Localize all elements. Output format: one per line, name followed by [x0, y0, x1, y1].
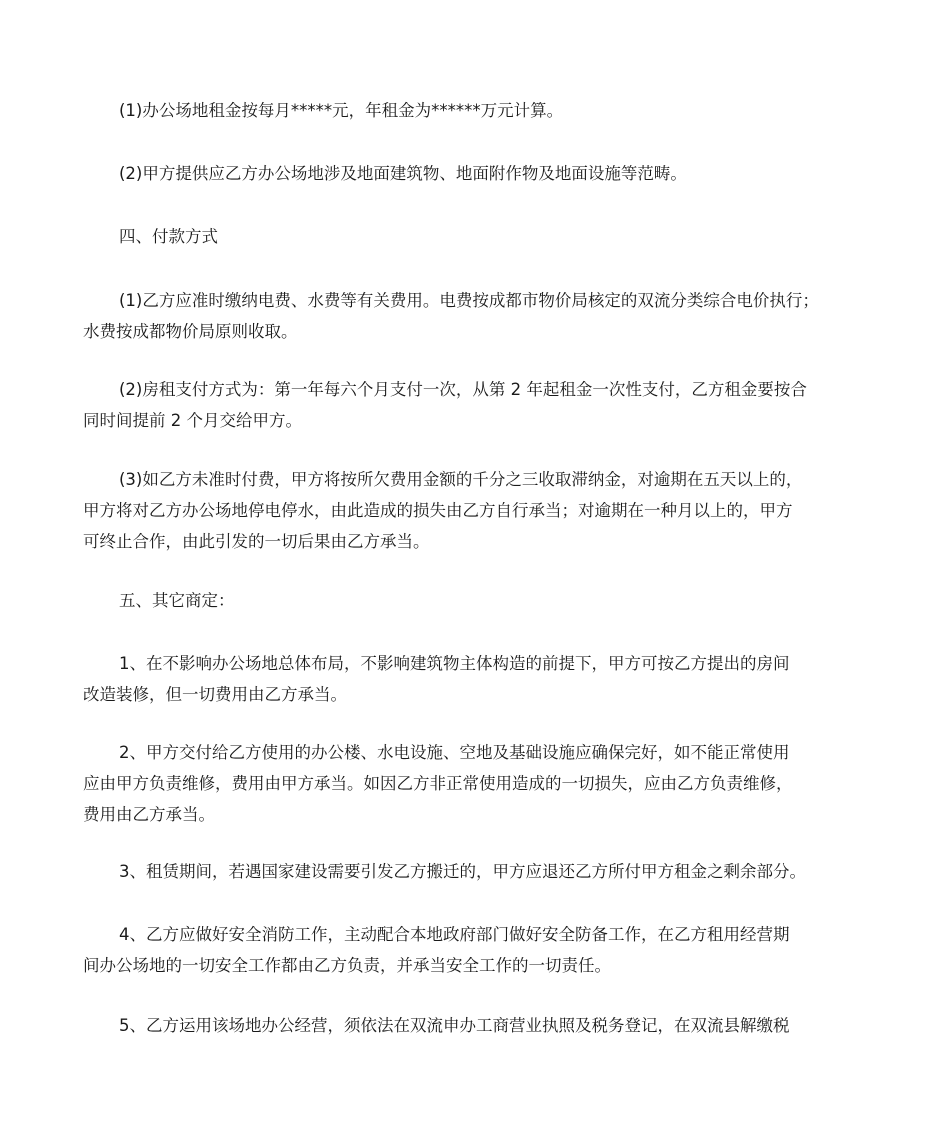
paragraph-payment-method: [83, 374, 873, 436]
text-line: 甲方将对乙方办公场地停电停水，由此造成的损失由乙方自行承当；对逾期在一种月以上的，甲方: [83, 501, 793, 520]
text-line: 四、付款方式: [119, 227, 218, 246]
section-heading-payment: [83, 221, 873, 252]
text-line: 五、其它商定：: [119, 591, 235, 610]
paragraph-rent-amount: [83, 95, 873, 126]
text-line: 应由甲方负责维修，费用由甲方承当。如因乙方非正常使用造成的一切损失，应由乙方负责维修，: [83, 774, 793, 793]
text-line: 费用由乙方承当。: [83, 805, 215, 824]
text-line: (1)乙方应准时缴纳电费、水费等有关费用。电费按成都市物价局核定的双流分类综合电价执行；: [119, 291, 819, 310]
paragraph-clause-1: [83, 648, 873, 710]
paragraph-clause-2: [83, 737, 873, 830]
text-line: 5、乙方运用该场地办公经营，须依法在双流申办工商营业执照及税务登记，在双流县解缴税: [119, 1016, 790, 1035]
paragraph-clause-3: [83, 856, 873, 887]
text-line: (2)甲方提供应乙方办公场地涉及地面建筑物、地面附作物及地面设施等范畴。: [119, 164, 687, 183]
text-line: 同时间提前 2 个月交给甲方。: [83, 411, 302, 430]
text-line: 4、乙方应做好安全消防工作，主动配合本地政府部门做好安全防备工作，在乙方租用经营期: [119, 925, 790, 944]
text-line: 改造装修，但一切费用由乙方承当。: [83, 685, 347, 704]
paragraph-rent-scope: [83, 158, 873, 189]
text-line: (2)房租支付方式为：第一年每六个月支付一次，从第 2 年起租金一次性支付，乙方租金要按合: [119, 380, 807, 399]
paragraph-utilities: [83, 285, 873, 347]
text-line: (1)办公场地租金按每月*****元，年租金为******万元计算。: [119, 101, 564, 120]
text-line: 2、甲方交付给乙方使用的办公楼、水电设施、空地及基础设施应确保完好，如不能正常使用: [119, 743, 790, 762]
paragraph-clause-5: [83, 1010, 873, 1041]
paragraph-late-fee: [83, 464, 873, 557]
text-line: 间办公场地的一切安全工作都由乙方负责，并承当安全工作的一切责任。: [83, 956, 611, 975]
text-line: 3、租赁期间，若遇国家建设需要引发乙方搬迁的，甲方应退还乙方所付甲方租金之剩余部分。: [119, 862, 806, 881]
text-line: 水费按成都物价局原则收取。: [83, 322, 298, 341]
text-line: 可终止合作，由此引发的一切后果由乙方承当。: [83, 532, 430, 551]
text-line: (3)如乙方未准时付费，甲方将按所欠费用金额的千分之三收取滞纳金，对逾期在五天以上的，: [119, 470, 803, 489]
paragraph-clause-4: [83, 919, 873, 981]
text-line: 1、在不影响办公场地总体布局，不影响建筑物主体构造的前提下，甲方可按乙方提出的房间: [119, 654, 790, 673]
section-heading-other: [83, 585, 873, 616]
